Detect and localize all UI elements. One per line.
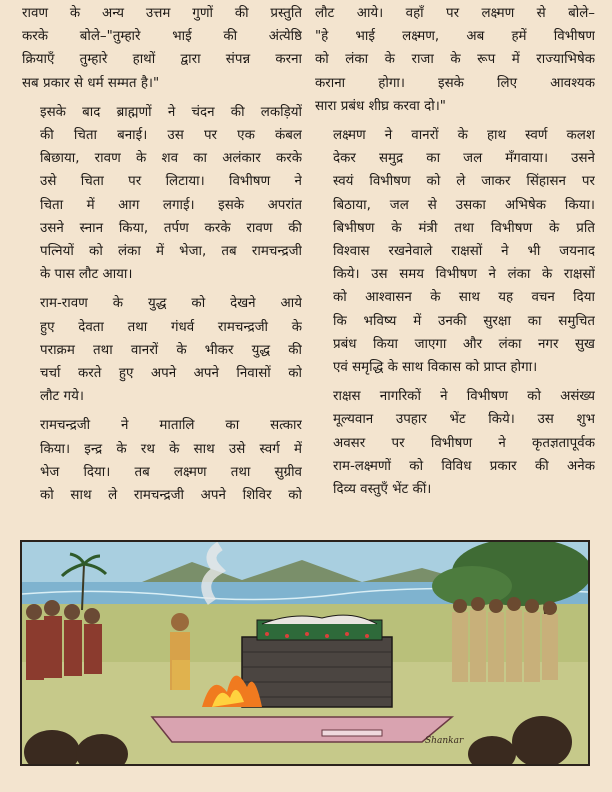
text-line: पराक्रम तथा वानरों के भीकर युद्ध की	[40, 342, 302, 358]
text-line: बिठाया, जल से उसका अभिषेक किया।	[333, 197, 595, 213]
text-line: के पास लौट आया।	[40, 267, 133, 283]
text-line: अवसर पर विभीषण ने कृतज्ञतापूर्वक	[333, 435, 595, 451]
text-line: विश्वास रखनेवाले राक्षसों ने भी जयनाद	[333, 244, 595, 260]
text-line: देकर समुद्र का जल मँगवाया। उसने	[333, 151, 595, 167]
text-line: किये। उस समय विभीषण ने लंका के राक्षसों	[333, 267, 595, 283]
paragraph	[22, 414, 302, 507]
text-line: करके बोले–"तुम्हारे भाई की अंत्येष्ठि	[22, 29, 302, 45]
text-line: लक्ष्मण ने वानरों के हाथ स्वर्ण कलश	[333, 128, 595, 144]
text-line: उसे चिता पर लिटाया। विभीषण ने	[40, 174, 302, 190]
paragraph	[22, 101, 302, 287]
text-line: एवं समृद्धि के साथ विकास को प्राप्त होगा।	[333, 360, 538, 376]
text-line: मूल्यवान उपहार भेंट किये। उस शुभ	[333, 412, 595, 428]
text-line: रावण के अन्य उत्तम गुणों की प्रस्तुति	[22, 6, 302, 21]
text-line: सब प्रकार से धर्म सम्मत है।"	[22, 75, 160, 91]
text-line: लौट आये। वहाँ पर लक्ष्मण से बोले–	[315, 6, 595, 21]
text-line: किया। इन्द्र के रथ के साथ उसे स्वर्ग में	[40, 441, 302, 457]
text-line: की चिता बनाई। उस पर एक कंबल	[40, 128, 302, 144]
text-line: को आश्वासन के साथ यह वचन दिया	[333, 290, 595, 306]
text-line: स्वयं विभीषण को ले जाकर सिंहासन पर	[333, 174, 595, 190]
left-text-column	[22, 2, 302, 513]
text-line: दिव्य वस्तुएँ भेंट कीं।	[333, 482, 432, 498]
paragraph	[22, 292, 302, 408]
paragraph	[315, 124, 595, 379]
illustration-scene	[22, 542, 588, 764]
paragraph	[315, 2, 595, 118]
text-line: चर्चा करते हुए अपने अपने निवासों को	[40, 366, 302, 382]
text-line: लौट गये।	[40, 389, 84, 405]
text-line: राम-लक्ष्मणों को विविध प्रकार की अनेक	[333, 458, 595, 474]
text-line: इसके बाद ब्राह्मणों ने चंदन की लकड़ियों	[40, 104, 302, 120]
text-line: को साथ ले रामचन्द्रजी अपने शिविर को	[40, 488, 302, 504]
text-line: बिछाया, रावण के शव का अलंकार करके	[40, 151, 302, 167]
text-line: प्रबंध किया जाएगा और लंका नगर सुख	[333, 336, 595, 352]
text-line: रामचन्द्रजी ने मातालि का सत्कार	[40, 418, 302, 434]
text-line: चिता में आग लगाई। इसके अपरांत	[40, 197, 302, 213]
text-line: राम-रावण के युद्ध को देखने आये	[40, 296, 302, 312]
funeral-pyre-illustration	[20, 540, 590, 766]
artist-signature: Shankar	[425, 736, 464, 746]
text-line: कराना होगा। इसके लिए आवश्यक	[315, 75, 595, 91]
text-line: सारा प्रबंध शीघ्र करवा दो।"	[315, 98, 446, 114]
text-line: पत्नियों को लंका में भेजा, तब रामचन्द्रजी	[40, 244, 302, 260]
text-line: भेज दिया। तब लक्ष्मण तथा सुग्रीव	[40, 464, 302, 480]
text-line: क्रियाएँ तुम्हारे हाथों द्वारा संपन्न करना	[22, 52, 302, 68]
text-line: हुए देवता तथा गंधर्व रामचन्द्रजी के	[40, 319, 302, 335]
text-line: "हे भाई लक्ष्मण, अब हमें विभीषण	[315, 29, 595, 45]
text-line: को लंका के राजा के रूप में राज्याभिषेक	[315, 52, 595, 68]
text-line: राक्षस नागरिकों ने विभीषण को असंख्य	[333, 389, 595, 405]
right-text-column	[315, 2, 595, 507]
text-line: बिभीषण के मंत्री तथा विभीषण के प्रति	[333, 220, 595, 236]
text-line: उसने स्नान किया, तर्पण करके रावण की	[40, 220, 302, 236]
text-line: कि भविष्य में उनकी सुरक्षा का समुचित	[333, 313, 595, 329]
paragraph	[315, 385, 595, 501]
paragraph	[22, 2, 302, 95]
